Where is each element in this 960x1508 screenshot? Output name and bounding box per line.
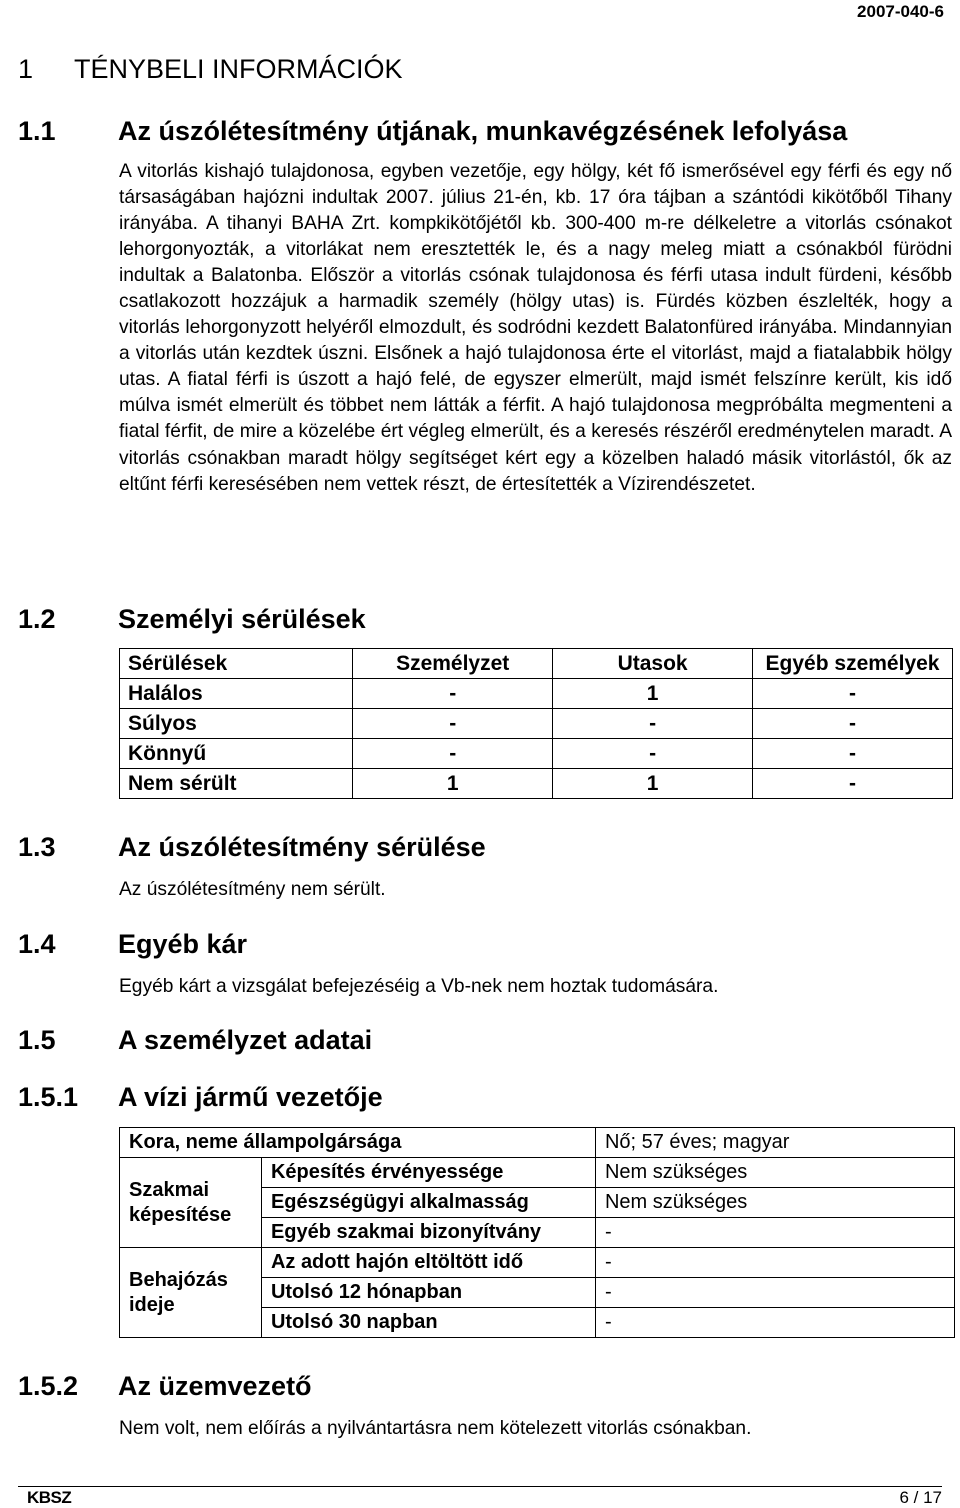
document-id: 2007-040-6	[857, 2, 944, 21]
kbsz-logo: KBSZ	[27, 1488, 72, 1507]
section-number: 1.5	[18, 1025, 56, 1055]
section-1-5-1-heading	[18, 1082, 383, 1113]
table-row	[120, 739, 953, 769]
table-cell: -	[353, 679, 553, 709]
table-row	[120, 709, 953, 739]
section-1-heading	[18, 54, 403, 85]
section-number: 1	[18, 54, 34, 84]
table-group-cell: Szakmai képesítése	[120, 1158, 262, 1248]
page-number: 6 / 17	[899, 1488, 942, 1507]
table-cell: Könnyű	[120, 739, 353, 769]
injuries-table	[119, 648, 953, 799]
table-cell: Nem szükséges	[595, 1188, 954, 1218]
table-cell: Halálos	[120, 679, 353, 709]
section-title: Személyi sérülések	[118, 604, 366, 634]
footer-divider	[18, 1486, 942, 1487]
section-1-4-heading	[18, 929, 247, 960]
table-cell: -	[353, 709, 553, 739]
voyage-narrative-paragraph: A vitorlás kishajó tulajdonosa, egyben vezetője, egy hölgy, két fő ismerősével egy férfi és egy nő társaságában hajózni indultak 2007. július 21-én, kb. 17 óra tájban a szántódi kikötőből Tihany irányába. A tihanyi BAHA Zrt. kompkikötőjétől kb. 300-400 m-re délkeletre a vitorlás csónakot lehorgonyozták, a vitorlákat nem eresztették le, és a nagy meleg miatt a csónakból fürödni indultak a Balatonba. Először a vitorlás csónak tulajdonosa és férfi utasa indult fürdeni, később csatlakozott hozzájuk a harmadik személy (hölgy utas) is. Fürdés közben észlelték, hogy a vitorlás lehorgonyzott helyéről elmozdult, és sodródni kezdett Balatonfüred irányába. Mindannyian a vitorlás után kezdtek úszni. Elsőnek a hajó tulajdonosa érte el vitorlást, majd a fiatalabbik hölgy utas. A fiatal férfi is úszott a hajó felé, de egyszer elmerült, majd ismét felszínre került, kis idő múlva ismét elmerült és többet nem látták a férfit. A hajó tulajdonosa megpróbálta megmenteni a fiatal férfit, de mire a közelébe ért végleg elmerült, és a keresés részéről eredménytelen maradt. A vitorlás csónakban maradt hölgy segítséget kért egy a közelben haladó másik vitorlástól, ők az eltűnt férfi keresésében nem vettek részt, de értesítették a Vízirendészetet.	[119, 161, 952, 495]
section-number: 1.5.2	[18, 1371, 79, 1401]
section-1-5-2-heading	[18, 1371, 312, 1402]
section-title: TÉNYBELI INFORMÁCIÓK	[74, 54, 403, 84]
table-cell: Képesítés érvényessége	[261, 1158, 595, 1188]
table-cell: Egyéb szakmai bizonyítvány	[261, 1218, 595, 1248]
other-damage-text: Egyéb kárt a vizsgálat befejezéséig a Vb-nek nem hoztak tudomására.	[119, 976, 719, 997]
section-number: 1.4	[18, 929, 56, 959]
table-cell: -	[595, 1308, 954, 1338]
table-cell: -	[753, 679, 953, 709]
section-title: Az úszólétesítmény sérülése	[118, 832, 486, 862]
table-cell: -	[595, 1248, 954, 1278]
section-1-1-heading	[18, 116, 847, 147]
table-cell: Utolsó 12 hónapban	[261, 1278, 595, 1308]
section-number: 1.3	[18, 832, 56, 862]
table-cell: -	[353, 739, 553, 769]
section-title: Az üzemvezető	[118, 1371, 312, 1401]
table-row	[120, 679, 953, 709]
table-cell: -	[553, 709, 753, 739]
table-cell: -	[753, 769, 953, 799]
table-header-cell: Utasok	[553, 649, 753, 679]
section-number: 1.5.1	[18, 1082, 79, 1112]
operator-text: Nem volt, nem előírás a nyilvántartásra nem kötelezett vitorlás csónakban.	[119, 1418, 752, 1439]
table-cell: Egészségügyi alkalmasság	[261, 1188, 595, 1218]
section-number: 1.1	[18, 116, 56, 146]
table-row	[120, 1158, 955, 1188]
section-1-5-heading	[18, 1025, 372, 1056]
table-cell: Nő; 57 éves; magyar	[595, 1128, 954, 1158]
table-header-cell: Sérülések	[120, 649, 353, 679]
section-title: A személyzet adatai	[118, 1025, 373, 1055]
table-cell: -	[753, 739, 953, 769]
table-cell: 1	[553, 679, 753, 709]
table-cell: Súlyos	[120, 709, 353, 739]
section-title: A vízi jármű vezetője	[118, 1082, 383, 1112]
table-cell: -	[595, 1278, 954, 1308]
table-cell: Nem sérült	[120, 769, 353, 799]
table-cell: Az adott hajón eltöltött idő	[261, 1248, 595, 1278]
table-row	[120, 769, 953, 799]
section-1-2-heading	[18, 604, 366, 635]
section-number: 1.2	[18, 604, 56, 634]
table-row	[120, 1248, 955, 1278]
table-row	[120, 1128, 955, 1158]
table-cell: 1	[553, 769, 753, 799]
table-header-cell: Egyéb személyek	[753, 649, 953, 679]
table-cell: -	[753, 709, 953, 739]
section-title: Egyéb kár	[118, 929, 248, 959]
table-cell: 1	[353, 769, 553, 799]
vessel-damage-text: Az úszólétesítmény nem sérült.	[119, 879, 386, 900]
table-cell: Utolsó 30 napban	[261, 1308, 595, 1338]
table-cell: Nem szükséges	[595, 1158, 954, 1188]
table-cell: Kora, neme állampolgársága	[120, 1128, 596, 1158]
vessel-operator-table	[119, 1127, 955, 1338]
table-cell: -	[595, 1218, 954, 1248]
table-header-row	[120, 649, 953, 679]
section-1-3-heading	[18, 832, 486, 863]
table-group-cell: Behajózás ideje	[120, 1248, 262, 1338]
table-header-cell: Személyzet	[353, 649, 553, 679]
table-cell: -	[553, 739, 753, 769]
section-title: Az úszólétesítmény útjának, munkavégzésének lefolyása	[118, 116, 848, 146]
